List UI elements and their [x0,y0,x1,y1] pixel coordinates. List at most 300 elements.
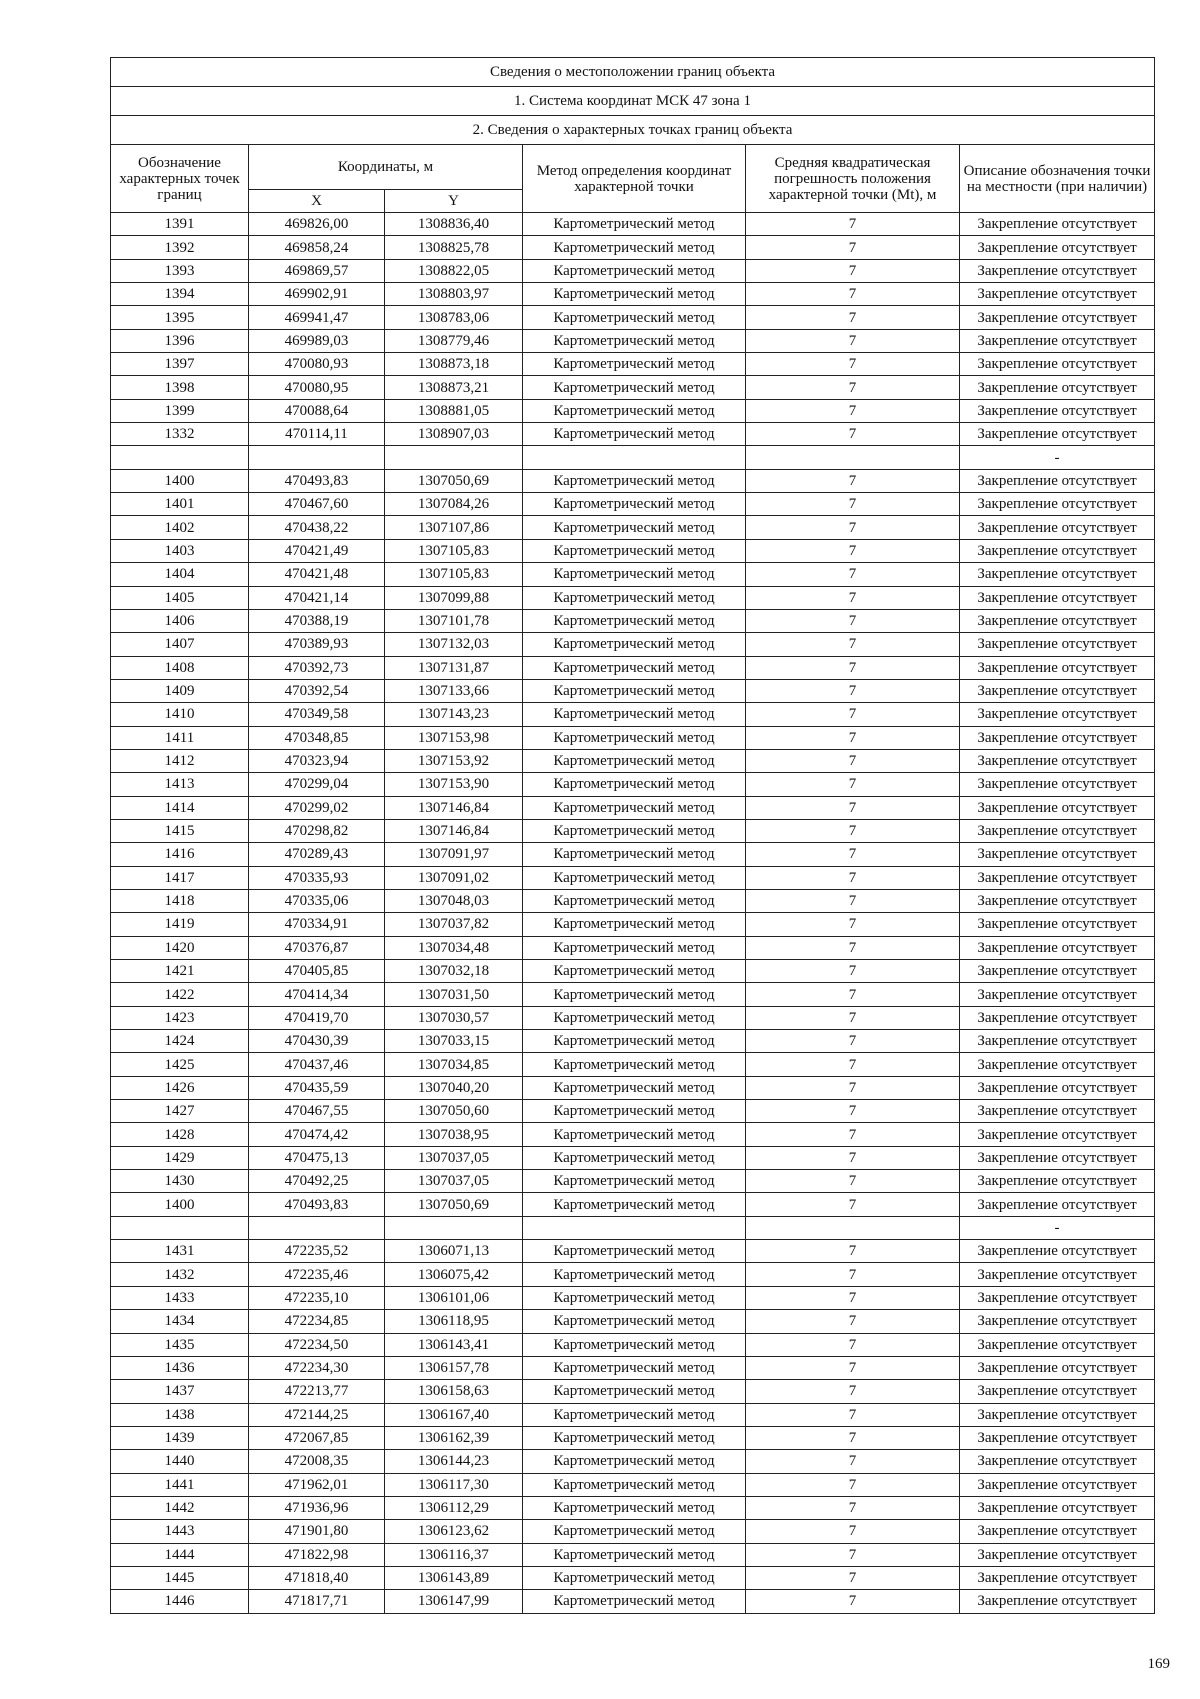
cell-x: 470349,58 [249,703,385,726]
cell-error: 7 [746,236,960,259]
cell-point-id: 1419 [111,913,249,936]
cell-error: 7 [746,796,960,819]
cell-y: 1307037,82 [385,913,523,936]
cell-error: 7 [746,633,960,656]
cell-method: Картометрический метод [523,423,746,446]
cell-x: 470376,87 [249,936,385,959]
table-row [111,1496,1155,1519]
cell-x: 470298,82 [249,819,385,842]
cell-description: Закрепление отсутствует [960,609,1155,632]
cell-method: Картометрический метод [523,889,746,912]
cell-point-id: 1400 [111,469,249,492]
cell-description: Закрепление отсутствует [960,749,1155,772]
cell-error: 7 [746,889,960,912]
cell-y: 1306144,23 [385,1450,523,1473]
table-row [111,446,1155,469]
cell-point-id: 1425 [111,1053,249,1076]
cell-method: Картометрический метод [523,1356,746,1379]
cell-description: Закрепление отсутствует [960,469,1155,492]
cell-point-id: 1444 [111,1543,249,1566]
table-row [111,796,1155,819]
cell-description: Закрепление отсутствует [960,213,1155,236]
cell-description: Закрепление отсутствует [960,1380,1155,1403]
cell-y: 1307146,84 [385,819,523,842]
cell-error: 7 [746,1030,960,1053]
cell-x: 470392,73 [249,656,385,679]
cell-method: Картометрический метод [523,1333,746,1356]
cell-y: 1306116,37 [385,1543,523,1566]
cell-description: Закрепление отсутствует [960,1543,1155,1566]
cell-description: Закрепление отсутствует [960,353,1155,376]
table-row [111,306,1155,329]
table-row [111,983,1155,1006]
cell-description: Закрепление отсутствует [960,866,1155,889]
cell-error: 7 [746,1286,960,1309]
cell-error [746,1216,960,1239]
table-row [111,1543,1155,1566]
cell-method: Картометрический метод [523,1006,746,1029]
cell-x: 472234,50 [249,1333,385,1356]
cell-method: Картометрический метод [523,1543,746,1566]
cell-y: 1307038,95 [385,1123,523,1146]
cell-method: Картометрический метод [523,1170,746,1193]
cell-description: Закрепление отсутствует [960,1100,1155,1123]
cell-y: 1306143,89 [385,1566,523,1589]
cell-point-id: 1413 [111,773,249,796]
cell-method: Картометрический метод [523,749,746,772]
cell-y: 1307131,87 [385,656,523,679]
cell-description: Закрепление отсутствует [960,633,1155,656]
cell-y: 1307153,90 [385,773,523,796]
cell-error: 7 [746,726,960,749]
table-row [111,1310,1155,1333]
table-row [111,936,1155,959]
cell-point-id: 1416 [111,843,249,866]
cell-x: 471936,96 [249,1496,385,1519]
cell-method: Картометрический метод [523,353,746,376]
cell-point-id: 1394 [111,283,249,306]
cell-point-id: 1418 [111,889,249,912]
table-row [111,1473,1155,1496]
cell-method: Картометрический метод [523,960,746,983]
cell-point-id: 1424 [111,1030,249,1053]
cell-point-id: 1446 [111,1590,249,1613]
table-row [111,1426,1155,1449]
cell-error: 7 [746,1426,960,1449]
section-title: 2. Сведения о характерных точках границ объекта [111,116,1155,145]
cell-description: Закрепление отсутствует [960,1403,1155,1426]
cell-point-id: 1441 [111,1473,249,1496]
cell-y: 1307037,05 [385,1146,523,1169]
table-row [111,399,1155,422]
cell-description: Закрепление отсутствует [960,539,1155,562]
cell-point-id: 1404 [111,563,249,586]
cell-method: Картометрический метод [523,1053,746,1076]
cell-point-id: 1417 [111,866,249,889]
table-row [111,1076,1155,1099]
cell-y: 1307143,23 [385,703,523,726]
cell-method: Картометрический метод [523,236,746,259]
cell-error: 7 [746,1146,960,1169]
cell-point-id: 1440 [111,1450,249,1473]
table-row [111,819,1155,842]
table-body [111,213,1155,1614]
cell-y [385,446,523,469]
cell-error [746,446,960,469]
cell-y: 1307132,03 [385,633,523,656]
cell-description: Закрепление отсутствует [960,1450,1155,1473]
cell-y: 1308873,18 [385,353,523,376]
cell-description: Закрепление отсутствует [960,1030,1155,1053]
cell-error: 7 [746,259,960,282]
cell-error: 7 [746,819,960,842]
cell-description: Закрепление отсутствует [960,960,1155,983]
cell-method: Картометрический метод [523,469,746,492]
cell-x: 470437,46 [249,1053,385,1076]
cell-description: Закрепление отсутствует [960,983,1155,1006]
cell-point-id: 1439 [111,1426,249,1449]
cell-x: 472234,85 [249,1310,385,1333]
cell-description: - [960,446,1155,469]
cell-x: 471822,98 [249,1543,385,1566]
cell-y: 1307031,50 [385,983,523,1006]
cell-error: 7 [746,1543,960,1566]
table-row [111,1216,1155,1239]
cell-y: 1306075,42 [385,1263,523,1286]
cell-description: Закрепление отсутствует [960,259,1155,282]
cell-method: Картометрический метод [523,633,746,656]
cell-method: Картометрический метод [523,796,746,819]
table-row [111,283,1155,306]
table-row [111,469,1155,492]
cell-method: Картометрический метод [523,1496,746,1519]
cell-description: Закрепление отсутствует [960,306,1155,329]
cell-x: 470088,64 [249,399,385,422]
cell-error: 7 [746,1263,960,1286]
page-number: 169 [1147,1656,1170,1672]
table-row [111,493,1155,516]
cell-point-id: 1430 [111,1170,249,1193]
cell-x: 470389,93 [249,633,385,656]
table-row [111,1263,1155,1286]
table-row [111,679,1155,702]
cell-x: 470419,70 [249,1006,385,1029]
cell-error: 7 [746,1520,960,1543]
cell-x: 470474,42 [249,1123,385,1146]
cell-method: Картометрический метод [523,399,746,422]
cell-x: 471818,40 [249,1566,385,1589]
table-row [111,703,1155,726]
cell-description: Закрепление отсутствует [960,586,1155,609]
cell-method: Картометрический метод [523,656,746,679]
table-row [111,376,1155,399]
table-row [111,960,1155,983]
cell-method: Картометрический метод [523,843,746,866]
cell-point-id: 1398 [111,376,249,399]
cell-point-id: 1412 [111,749,249,772]
cell-description: Закрепление отсутствует [960,1473,1155,1496]
cell-x: 470080,93 [249,353,385,376]
cell-description: Закрепление отсутствует [960,773,1155,796]
cell-x: 470335,93 [249,866,385,889]
cell-method [523,446,746,469]
table-row [111,1450,1155,1473]
cell-description: Закрепление отсутствует [960,1146,1155,1169]
cell-description: Закрепление отсутствует [960,376,1155,399]
cell-error: 7 [746,1193,960,1216]
cell-description: Закрепление отсутствует [960,563,1155,586]
cell-error: 7 [746,516,960,539]
table-row [111,633,1155,656]
cell-description: Закрепление отсутствует [960,843,1155,866]
cell-point-id: 1402 [111,516,249,539]
cell-method: Картометрический метод [523,493,746,516]
cell-error: 7 [746,1123,960,1146]
cell-y [385,1216,523,1239]
cell-point-id: 1400 [111,1193,249,1216]
cell-description: Закрепление отсутствует [960,1426,1155,1449]
cell-error: 7 [746,936,960,959]
cell-y: 1306162,39 [385,1426,523,1449]
cell-point-id: 1395 [111,306,249,329]
cell-error: 7 [746,913,960,936]
cell-x: 472008,35 [249,1450,385,1473]
cell-error: 7 [746,493,960,516]
cell-error: 7 [746,283,960,306]
cell-method: Картометрический метод [523,1193,746,1216]
cell-description: Закрепление отсутствует [960,1170,1155,1193]
cell-point-id: 1399 [111,399,249,422]
cell-y: 1307091,97 [385,843,523,866]
table-row [111,1170,1155,1193]
cell-error: 7 [746,586,960,609]
cell-x: 470323,94 [249,749,385,772]
cell-x: 470289,43 [249,843,385,866]
cell-method: Картометрический метод [523,726,746,749]
cell-x: 472067,85 [249,1426,385,1449]
cell-method: Картометрический метод [523,913,746,936]
cell-y: 1308822,05 [385,259,523,282]
cell-y: 1306118,95 [385,1310,523,1333]
cell-point-id: 1403 [111,539,249,562]
cell-point-id: 1422 [111,983,249,1006]
cell-y: 1307050,60 [385,1100,523,1123]
table-row [111,563,1155,586]
cell-error: 7 [746,656,960,679]
table-row [111,609,1155,632]
header-description: Описание обозначения точки на местности (при наличии) [960,145,1155,213]
table-row [111,236,1155,259]
cell-y: 1307105,83 [385,539,523,562]
cell-description: Закрепление отсутствует [960,329,1155,352]
cell-x: 470421,14 [249,586,385,609]
cell-error: 7 [746,773,960,796]
cell-point-id: 1442 [111,1496,249,1519]
cell-y: 1307099,88 [385,586,523,609]
cell-method: Картометрический метод [523,1076,746,1099]
cell-method: Картометрический метод [523,376,746,399]
cell-description: Закрепление отсутствует [960,1356,1155,1379]
cell-description: Закрепление отсутствует [960,1286,1155,1309]
cell-x: 469902,91 [249,283,385,306]
cell-x: 470299,02 [249,796,385,819]
cell-method: Картометрический метод [523,703,746,726]
cell-y: 1306158,63 [385,1380,523,1403]
cell-description: Закрепление отсутствует [960,1076,1155,1099]
cell-error: 7 [746,539,960,562]
cell-y: 1307034,85 [385,1053,523,1076]
cell-y: 1307091,02 [385,866,523,889]
cell-y: 1307105,83 [385,563,523,586]
cell-error: 7 [746,399,960,422]
cell-error: 7 [746,1053,960,1076]
cell-point-id: 1431 [111,1240,249,1263]
table-row [111,1566,1155,1589]
cell-description: - [960,1216,1155,1239]
cell-method: Картометрический метод [523,819,746,842]
cell-y: 1307153,98 [385,726,523,749]
table-row [111,1286,1155,1309]
cell-error: 7 [746,1076,960,1099]
cell-error: 7 [746,1240,960,1263]
cell-error: 7 [746,866,960,889]
cell-x [249,446,385,469]
cell-point-id: 1435 [111,1333,249,1356]
cell-x [249,1216,385,1239]
cell-method: Картометрический метод [523,213,746,236]
cell-y: 1308783,06 [385,306,523,329]
cell-x: 472235,52 [249,1240,385,1263]
cell-x: 469989,03 [249,329,385,352]
cell-error: 7 [746,749,960,772]
cell-point-id: 1437 [111,1380,249,1403]
cell-error: 7 [746,843,960,866]
cell-point-id: 1332 [111,423,249,446]
cell-point-id: 1423 [111,1006,249,1029]
cell-y: 1306123,62 [385,1520,523,1543]
cell-y: 1308779,46 [385,329,523,352]
header-point: Обозначение характерных точек границ [111,145,249,213]
cell-point-id: 1421 [111,960,249,983]
cell-method: Картометрический метод [523,306,746,329]
cell-error: 7 [746,306,960,329]
cell-x: 472235,46 [249,1263,385,1286]
table-row [111,1193,1155,1216]
cell-y: 1308873,21 [385,376,523,399]
cell-error: 7 [746,1356,960,1379]
cell-error: 7 [746,1450,960,1473]
cell-error: 7 [746,960,960,983]
cell-point-id: 1432 [111,1263,249,1286]
table-row [111,866,1155,889]
cell-error: 7 [746,983,960,1006]
cell-error: 7 [746,376,960,399]
cell-description: Закрепление отсутствует [960,1263,1155,1286]
cell-x: 471901,80 [249,1520,385,1543]
cell-description: Закрепление отсутствует [960,1310,1155,1333]
cell-method: Картометрический метод [523,609,746,632]
cell-description: Закрепление отсутствует [960,726,1155,749]
table-row [111,749,1155,772]
table-row [111,1356,1155,1379]
table-row [111,1590,1155,1613]
header-error: Средняя квадратическая погрешность положения характерной точки (Mt), м [746,145,960,213]
table-row [111,1123,1155,1146]
cell-y: 1307030,57 [385,1006,523,1029]
cell-method: Картометрический метод [523,516,746,539]
cell-point-id: 1436 [111,1356,249,1379]
cell-error: 7 [746,609,960,632]
cell-x: 470493,83 [249,469,385,492]
cell-description: Закрепление отсутствует [960,493,1155,516]
cell-method: Картометрический метод [523,1310,746,1333]
table-row [111,726,1155,749]
cell-y: 1307050,69 [385,469,523,492]
cell-description: Закрепление отсутствует [960,1333,1155,1356]
header-coords: Координаты, м [249,145,523,190]
cell-x: 470405,85 [249,960,385,983]
cell-x: 470348,85 [249,726,385,749]
table-row [111,1333,1155,1356]
cell-x: 470467,55 [249,1100,385,1123]
cell-point-id: 1429 [111,1146,249,1169]
cell-point-id: 1420 [111,936,249,959]
cell-x: 470334,91 [249,913,385,936]
cell-method: Картометрический метод [523,679,746,702]
cell-y: 1307101,78 [385,609,523,632]
cell-method: Картометрический метод [523,983,746,1006]
cell-description: Закрепление отсутствует [960,703,1155,726]
cell-error: 7 [746,1100,960,1123]
cell-point-id: 1414 [111,796,249,819]
cell-description: Закрепление отсутствует [960,656,1155,679]
cell-method: Картометрический метод [523,1473,746,1496]
cell-method: Картометрический метод [523,1520,746,1543]
cell-y: 1306112,29 [385,1496,523,1519]
coordinate-system: 1. Система координат МСК 47 зона 1 [111,87,1155,116]
cell-point-id: 1408 [111,656,249,679]
cell-method [523,1216,746,1239]
cell-description: Закрепление отсутствует [960,913,1155,936]
cell-point-id: 1426 [111,1076,249,1099]
cell-error: 7 [746,423,960,446]
cell-x: 470438,22 [249,516,385,539]
cell-x: 470080,95 [249,376,385,399]
cell-y: 1308881,05 [385,399,523,422]
cell-description: Закрепление отсутствует [960,1240,1155,1263]
cell-error: 7 [746,1566,960,1589]
cell-point-id: 1409 [111,679,249,702]
cell-description: Закрепление отсутствует [960,1566,1155,1589]
cell-point-id: 1434 [111,1310,249,1333]
cell-y: 1307034,48 [385,936,523,959]
table-row [111,539,1155,562]
cell-method: Картометрический метод [523,1030,746,1053]
cell-point-id: 1410 [111,703,249,726]
cell-method: Картометрический метод [523,1380,746,1403]
cell-method: Картометрический метод [523,563,746,586]
cell-error: 7 [746,213,960,236]
cell-method: Картометрический метод [523,1566,746,1589]
table-row [111,843,1155,866]
cell-method: Картометрический метод [523,1286,746,1309]
cell-description: Закрепление отсутствует [960,679,1155,702]
cell-error: 7 [746,1170,960,1193]
cell-error: 7 [746,1590,960,1613]
table-row [111,1520,1155,1543]
cell-description: Закрепление отсутствует [960,1053,1155,1076]
cell-point-id: 1411 [111,726,249,749]
